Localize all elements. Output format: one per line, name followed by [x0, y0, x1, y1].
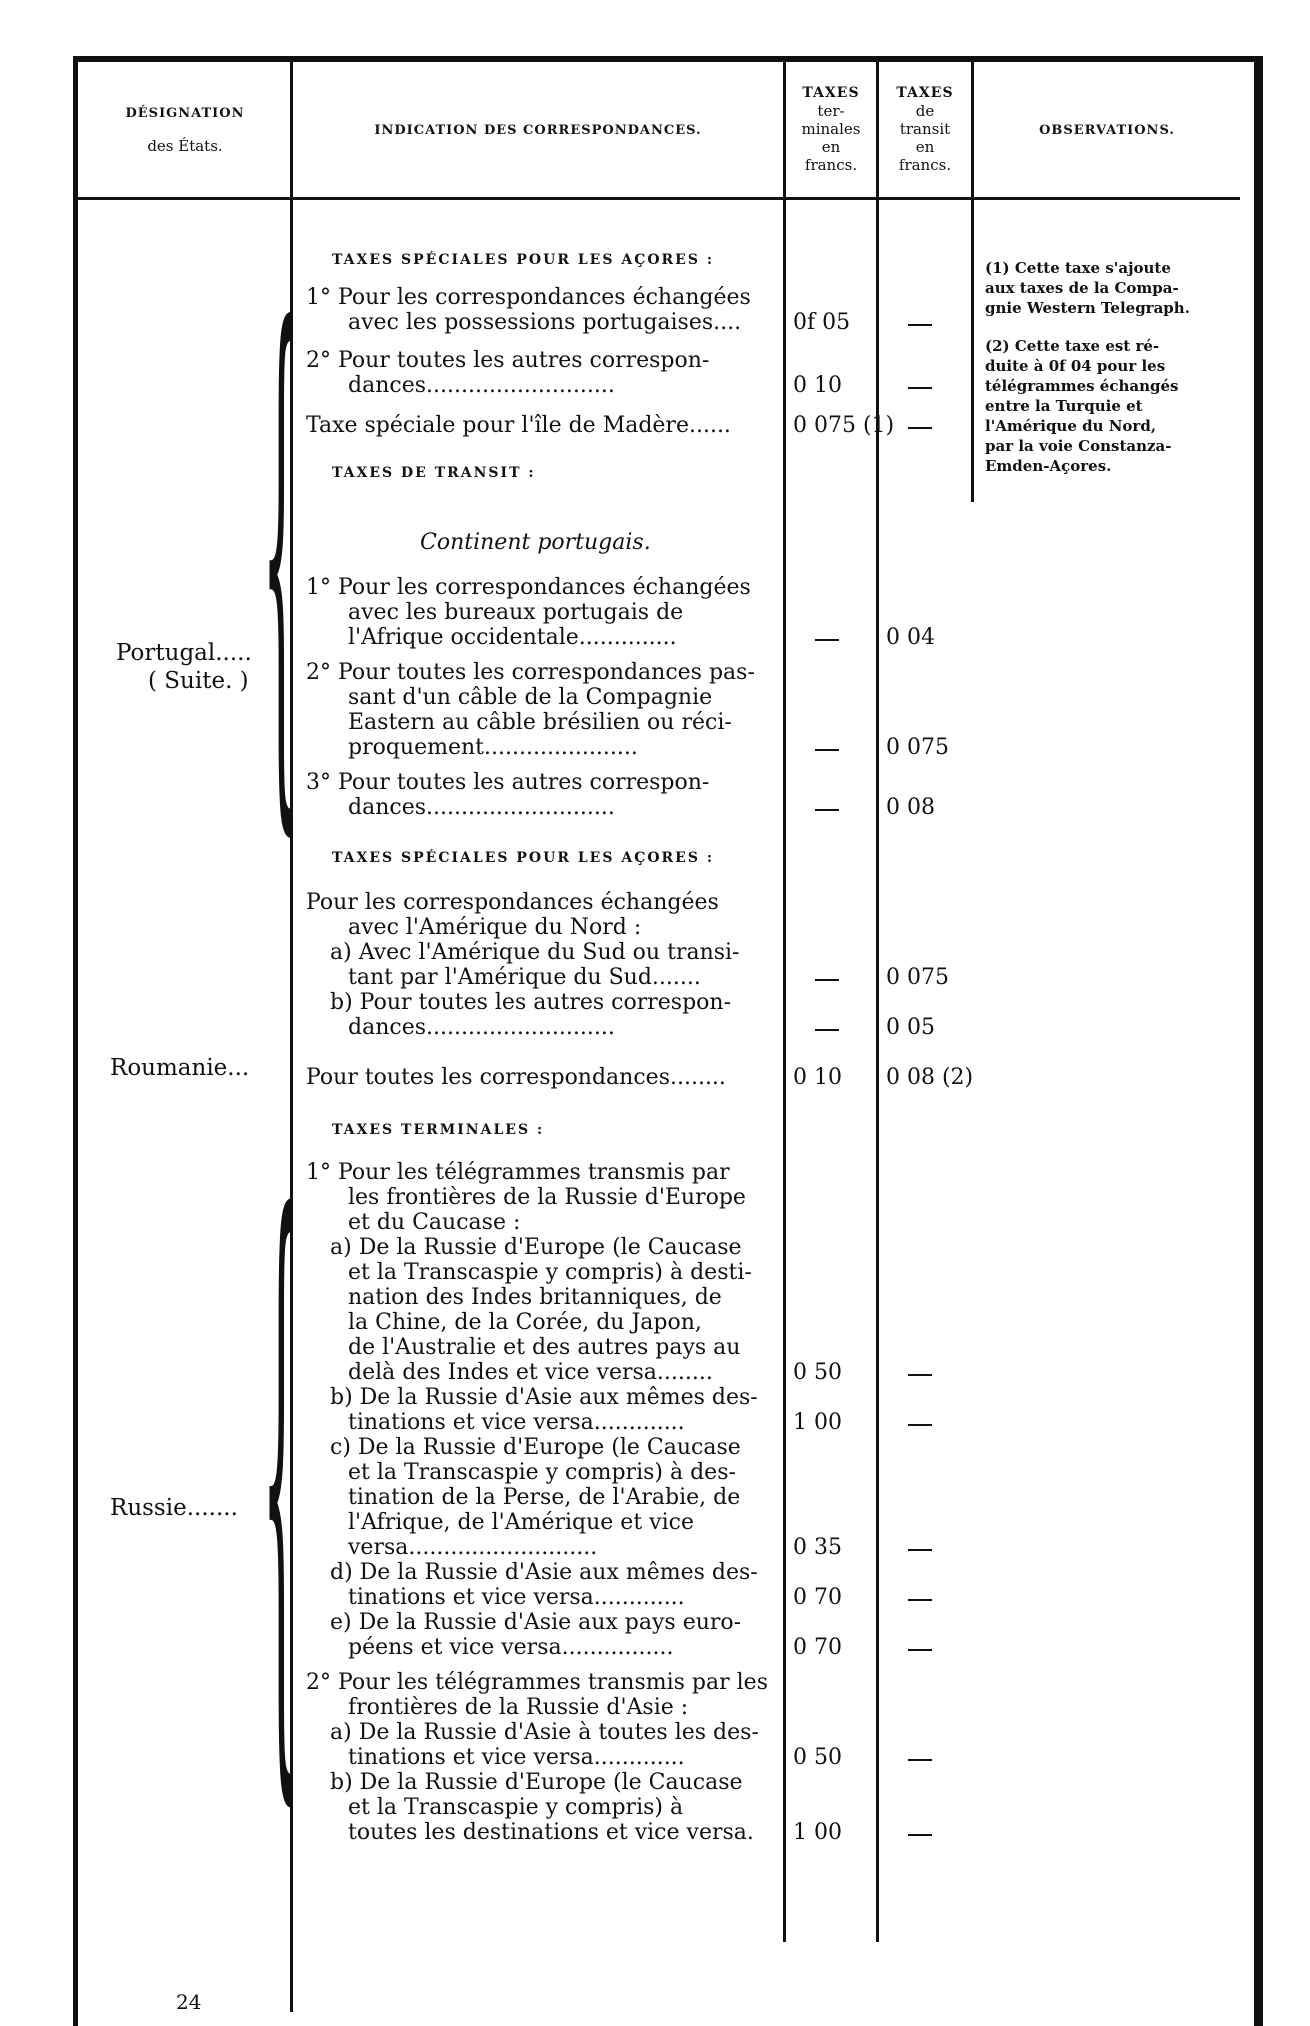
transit-tax-dash [908, 1374, 932, 1376]
header-terminales [786, 84, 876, 174]
brace-russie: { [262, 1095, 301, 1865]
col-sep-4 [971, 62, 974, 502]
row-text: e) De la Russie d'Asie aux pays euro- [330, 1610, 742, 1635]
terminal-tax: 0 35 [793, 1535, 842, 1560]
row-text: 2° Pour toutes les correspondances pas- [306, 660, 755, 685]
row-text: tination de la Perse, de l'Arabie, de [348, 1485, 741, 1510]
row-text: nation des Indes britanniques, de [348, 1285, 722, 1310]
header-terminales-l1: TAXES [802, 85, 860, 101]
page-number: 24 [176, 1990, 202, 2014]
observation-line: gnie Western Telegraph. [985, 299, 1190, 317]
header-transit-l5: francs. [898, 156, 952, 174]
row-text: a) Avec l'Amérique du Sud ou transi- [330, 940, 740, 965]
row-text: b) De la Russie d'Europe (le Caucase [330, 1770, 743, 1795]
transit-tax: 0 05 [886, 1015, 935, 1040]
terminal-tax: 0 10 [793, 373, 842, 398]
header-terminales-l4: en [821, 138, 841, 156]
col-sep-2 [783, 62, 786, 1942]
brace-portugal: { [262, 222, 301, 888]
header-transit-l2: de [915, 102, 935, 120]
terminal-tax: 0 70 [793, 1635, 842, 1660]
row-text: sant d'un câble de la Compagnie [348, 685, 713, 710]
header-terminales-l5: francs. [804, 156, 858, 174]
terminal-tax: 0 50 [793, 1745, 842, 1770]
row-text: 3° Pour toutes les autres correspon- [306, 770, 710, 795]
terminal-tax-dash [815, 979, 839, 981]
transit-tax-dash [908, 1759, 932, 1761]
row-text: b) Pour toutes les autres correspon- [330, 990, 732, 1015]
observation-line: (2) Cette taxe est ré- [985, 337, 1160, 355]
transit-tax: 0 08 (2) [886, 1065, 974, 1090]
row-text: delà des Indes et vice versa........ [348, 1360, 713, 1385]
row-text: 2° Pour les télégrammes transmis par les [306, 1670, 768, 1695]
row-text: Pour les correspondances échangées [306, 890, 719, 915]
row-text: 1° Pour les télégrammes transmis par [306, 1160, 730, 1185]
row-text: avec l'Amérique du Nord : [348, 915, 642, 940]
row-text: tinations et vice versa............. [348, 1410, 685, 1435]
transit-tax: 0 08 [886, 795, 935, 820]
row-text: tant par l'Amérique du Sud....... [348, 965, 701, 990]
row-text: avec les bureaux portugais de [348, 600, 684, 625]
row-text: de l'Australie et des autres pays au [348, 1335, 741, 1360]
row-text: et la Transcaspie y compris) à des- [348, 1460, 736, 1485]
observation-line: aux taxes de la Compa- [985, 279, 1179, 297]
terminal-tax: 0 10 [793, 1065, 842, 1090]
observation-line: entre la Turquie et [985, 397, 1143, 415]
row-text: dances........................... [348, 373, 615, 398]
row-text: l'Afrique occidentale.............. [348, 625, 677, 650]
transit-tax-dash [908, 324, 932, 326]
row-text: 1° Pour les correspondances échangées [306, 285, 751, 310]
header-transit-l3: transit [899, 120, 951, 138]
row-text: b) De la Russie d'Asie aux mêmes des- [330, 1385, 758, 1410]
row-text: l'Afrique, de l'Amérique et vice [348, 1510, 694, 1535]
section-heading: TAXES DE TRANSIT : [332, 465, 536, 481]
terminal-tax: 1 00 [793, 1820, 842, 1845]
terminal-tax: 0 70 [793, 1585, 842, 1610]
row-text: versa........................... [348, 1535, 598, 1560]
row-text: et du Caucase : [348, 1210, 521, 1235]
observation-line: (1) Cette taxe s'ajoute [985, 259, 1171, 277]
row-text: tinations et vice versa............. [348, 1585, 685, 1610]
transit-tax-dash [908, 427, 932, 429]
row-text: dances........................... [348, 795, 615, 820]
row-text: dances........................... [348, 1015, 615, 1040]
row-text: les frontières de la Russie d'Europe [348, 1185, 746, 1210]
transit-tax-dash [908, 387, 932, 389]
row-text: avec les possessions portugaises.... [348, 310, 742, 335]
row-text: c) De la Russie d'Europe (le Caucase [330, 1435, 741, 1460]
header-designation-l2: des États. [147, 137, 223, 155]
row-text: 2° Pour toutes les autres correspon- [306, 348, 710, 373]
row-text: a) De la Russie d'Asie à toutes les des- [330, 1720, 759, 1745]
observation-line: Emden-Açores. [985, 457, 1112, 475]
terminal-tax-dash [815, 749, 839, 751]
header-designation [90, 105, 280, 155]
header-rule [78, 197, 1240, 200]
state-russie: Russie....... [110, 1495, 238, 1521]
terminal-tax: 0 50 [793, 1360, 842, 1385]
col-sep-3 [876, 62, 879, 1942]
observation-line: duite à 0f 04 pour les [985, 357, 1166, 375]
row-text: Eastern au câble brésilien ou réci- [348, 710, 732, 735]
row-text: et la Transcaspie y compris) à desti- [348, 1260, 752, 1285]
header-terminales-l2: ter- [817, 102, 845, 120]
transit-tax: 0 04 [886, 625, 935, 650]
section-heading: TAXES SPÉCIALES POUR LES AÇORES : [332, 252, 714, 268]
header-transit [879, 84, 971, 174]
transit-tax-dash [908, 1599, 932, 1601]
header-transit-l1: TAXES [896, 85, 954, 101]
row-text: proquement...................... [348, 735, 638, 760]
transit-tax-dash [908, 1649, 932, 1651]
header-designation-l1: DÉSIGNATION [125, 106, 245, 121]
row-text: d) De la Russie d'Asie aux mêmes des- [330, 1560, 758, 1585]
row-text: a) De la Russie d'Europe (le Caucase [330, 1235, 742, 1260]
header-terminales-l3: minales [801, 120, 861, 138]
observation-line: par la voie Constanza- [985, 437, 1172, 455]
row-text: tinations et vice versa............. [348, 1745, 685, 1770]
row-text: 1° Pour les correspondances échangées [306, 575, 751, 600]
transit-tax: 0 075 [886, 735, 949, 760]
terminal-tax: 0f 05 [793, 310, 851, 335]
header-observations: OBSERVATIONS. [1039, 123, 1175, 138]
state-portugal-suite: ( Suite. ) [148, 668, 249, 694]
row-text: la Chine, de la Corée, du Japon, [348, 1310, 702, 1335]
row-text: Pour toutes les correspondances........ [306, 1065, 726, 1090]
terminal-tax: 0 075 (1) [793, 413, 895, 438]
terminal-tax-dash [815, 1029, 839, 1031]
row-text: et la Transcaspie y compris) à [348, 1795, 684, 1820]
row-text: frontières de la Russie d'Asie : [348, 1695, 689, 1720]
terminal-tax-dash [815, 639, 839, 641]
transit-tax: 0 075 [886, 965, 949, 990]
section-heading: TAXES SPÉCIALES POUR LES AÇORES : [332, 850, 714, 866]
row-text: Continent portugais. [420, 530, 651, 555]
row-text: toutes les destinations et vice versa. [348, 1820, 754, 1845]
state-roumanie: Roumanie... [110, 1055, 250, 1081]
row-text: péens et vice versa................ [348, 1635, 674, 1660]
terminal-tax-dash [815, 809, 839, 811]
transit-tax-dash [908, 1424, 932, 1426]
header-indication: INDICATION DES CORRESPONDANCES. [374, 123, 702, 138]
transit-tax-dash [908, 1549, 932, 1551]
state-portugal: Portugal..... [116, 640, 252, 666]
header-transit-l4: en [915, 138, 935, 156]
section-heading: TAXES TERMINALES : [332, 1122, 545, 1138]
transit-tax-dash [908, 1834, 932, 1836]
observation-line: l'Amérique du Nord, [985, 417, 1157, 435]
observation-line: télégrammes échangés [985, 377, 1179, 395]
terminal-tax: 1 00 [793, 1410, 842, 1435]
row-text: Taxe spéciale pour l'île de Madère...... [306, 413, 731, 438]
